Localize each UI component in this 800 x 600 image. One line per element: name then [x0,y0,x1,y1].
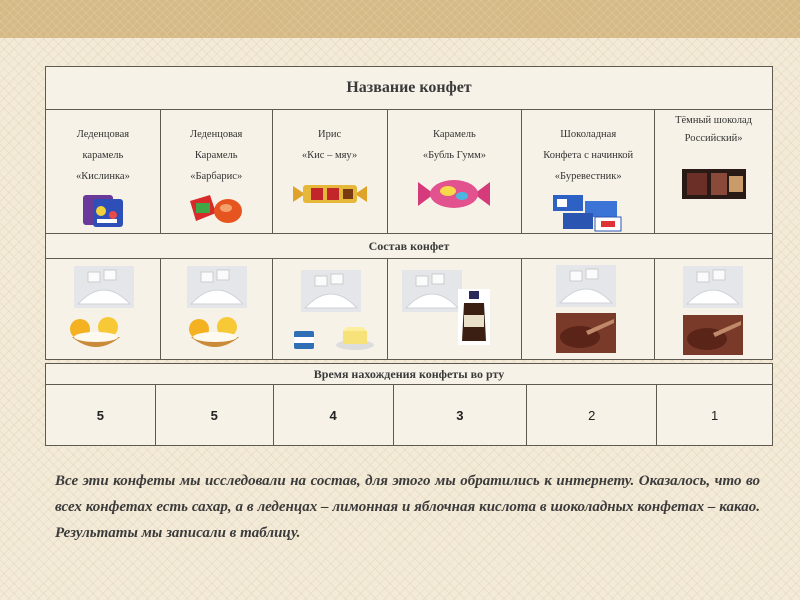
time-value: 2 [527,385,657,446]
dark-chocolate-bar-image [681,168,747,200]
time-value: 5 [155,385,273,446]
sugar-icon [187,266,247,308]
citrus-bowl-icon [66,315,126,355]
barbaris-candy-image [186,191,246,227]
ingredients-kislinka [46,259,161,360]
candy-name: Тёмный шоколад Российский» [675,115,753,144]
candy-name: Леденцовая Карамель «Барбарис» [190,129,243,182]
time-value: 1 [657,385,773,446]
candy-name: Шоколадная Конфета с начинкой «Буревестник» [543,129,634,182]
medicine-bottle-icon [458,289,490,345]
bubl-gumm-candy-image [416,174,492,214]
sugar-icon [402,270,462,312]
condensed-milk-icon [293,329,315,351]
candy-cell-dark-chocolate [655,110,773,234]
ingredients-burevestnik [522,259,655,360]
candy-cell-kis-myau [272,110,387,234]
kis-myau-toffee-image [291,180,369,208]
ingredients-bubl-gumm [387,259,522,360]
research-summary-text: Все эти конфеты мы исследовали на состав, для этого мы обратились к интернету. Оказалось, что во всех конфетах есть сахар, а в леденцах – лимонная и яблочная кислота в шоколадных конфетах – какао. Результаты мы записали в таблицу. [55,473,760,541]
sugar-icon [301,270,361,312]
burevestnik-candy-image [551,191,625,233]
time-header: Время нахождения конфеты во рту [46,364,773,385]
sugar-icon [683,266,743,308]
candy-names-table [45,66,773,360]
time-in-mouth-table [45,363,773,446]
citrus-bowl-icon [185,315,245,355]
time-value: 3 [393,385,527,446]
candy-name: Ирис «Кис – мяу» [301,129,358,161]
candy-cell-burevestnik [522,110,655,234]
candy-name: Леденцовая карамель «Кислинка» [75,129,130,182]
kislinka-pack-image [81,191,125,229]
ingredients-dark-chocolate [655,259,773,360]
candy-cell-barbaris [160,110,272,234]
candy-cell-bubl-gumm [387,110,522,234]
candy-name: Карамель «Бубль Гумм» [422,129,486,161]
cocoa-icon [683,315,743,355]
butter-icon [335,325,375,351]
sugar-icon [556,265,616,307]
composition-header: Состав конфет [46,234,773,259]
ingredients-kis-myau [272,259,387,360]
candy-cell-kislinka [46,110,161,234]
sugar-icon [74,266,134,308]
ingredients-barbaris [160,259,272,360]
time-value: 4 [273,385,393,446]
candy-names-header: Название конфет [46,67,773,110]
cocoa-icon [556,313,616,353]
top-decorative-band [0,0,800,38]
time-value: 5 [46,385,156,446]
